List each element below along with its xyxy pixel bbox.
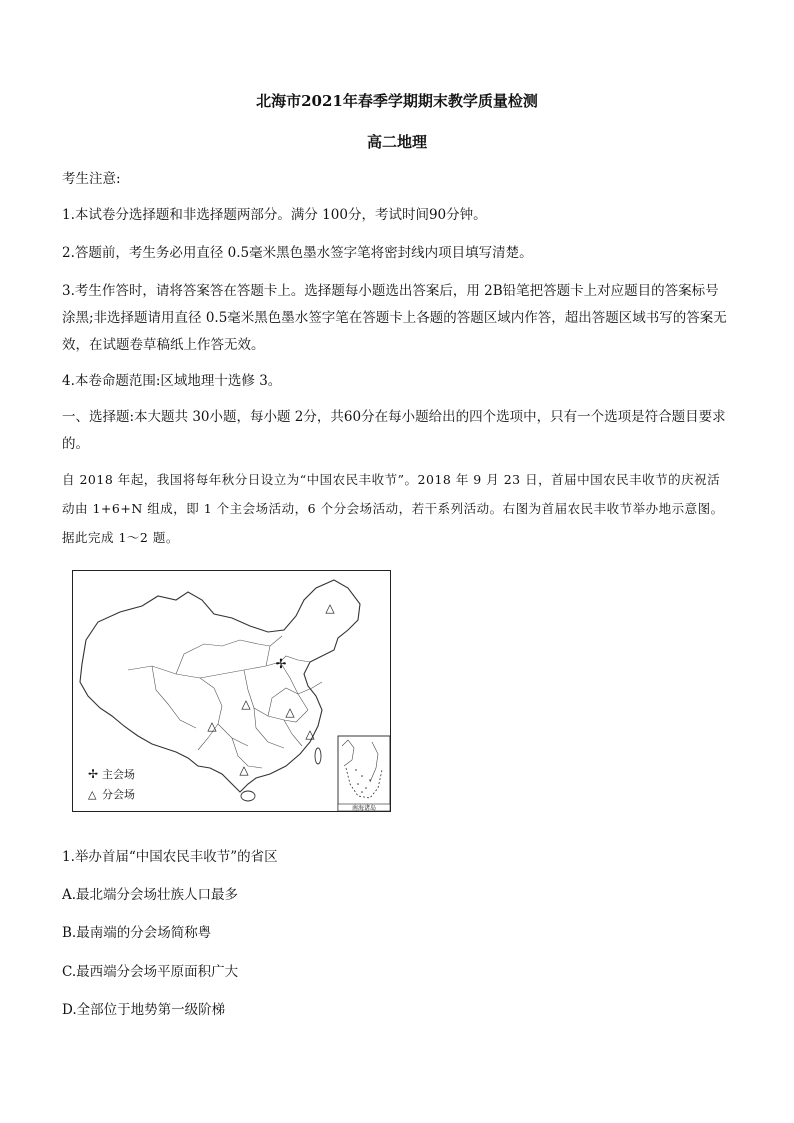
option-a: A.最北端分会场壮族人口最多: [62, 887, 239, 903]
exam-title: 北海市2021年春季学期期末教学质量检测: [256, 92, 538, 110]
legend-sub-symbol: △: [88, 788, 97, 801]
hainan-island: [241, 791, 255, 801]
sub-venue-marker-zhejiang: △: [305, 727, 315, 741]
taiwan-island: [315, 748, 321, 764]
notice-item-3: 3.考生作答时，请将答案答在答题卡上。选择题每小题选出答案后，用 2B铅笔把答题卡上对应题目的答案标号涂黑;非选择题请用直径 0.5毫米黑色墨水签字笔在答题卡上各题的答题区域内作答，超出答题区域书写的答案无效，在试题卷草稿纸上作答无效。: [62, 283, 727, 353]
exam-subject: 高二地理: [366, 133, 427, 151]
option-d: D.全部位于地势第一级阶梯: [62, 1002, 226, 1018]
question-1-stem: 1.举办首届“中国农民丰收节”的省区: [62, 849, 278, 865]
notice-item-2: 2.答题前，考生务必用直径 0.5毫米黑色墨水签字笔将密封线内项目填写清楚。: [62, 245, 533, 261]
notice-item-1: 1.本试卷分选择题和非选择题两部分。满分 100分，考试时间90分钟。: [62, 207, 487, 223]
legend-main-symbol: ✢: [88, 767, 99, 781]
legend-main-label: 主会场: [102, 768, 135, 781]
sub-venue-marker-anhui: △: [285, 705, 295, 719]
sub-venue-marker-heilongjiang: △: [325, 601, 335, 615]
south-china-sea-inset: [338, 736, 390, 812]
main-venue-marker: ✢: [275, 657, 287, 672]
notice-item-4: 4.本卷命题范围:区域地理十选修 3。: [62, 373, 282, 389]
section-heading: 一、选择题:本大题共 30小题，每小题 2分，共60分在每小题给出的四个选项中，只有一个选项是符合题目要求的。: [62, 409, 726, 452]
sub-venue-marker-guangxi: △: [239, 763, 249, 777]
sub-venue-marker-sichuan: △: [207, 719, 217, 733]
notice-heading: 考生注意:: [62, 171, 121, 187]
question-intro: 自 2018 年起，我国将每年秋分日设立为“中国农民丰收节”。2018 年 9 月 23 日，首届中国农民丰收节的庆祝活动由 1+6+N 组成，即 1 个主会场活动，6 个分会场活动，若干系列活动。右图为首届农民丰收节举办地示意图。据此完成 1～2 题。: [62, 472, 724, 545]
option-b: B.最南端的分会场简称粤: [62, 925, 212, 941]
inset-label: 南海诸岛: [351, 805, 377, 812]
china-harvest-festival-map: [72, 570, 391, 812]
sub-venue-marker-hubei: △: [241, 697, 251, 711]
map-figure: [72, 570, 391, 812]
option-c: C.最西端分会场平原面积广大: [62, 964, 239, 980]
legend-sub-label: 分会场: [102, 788, 135, 801]
